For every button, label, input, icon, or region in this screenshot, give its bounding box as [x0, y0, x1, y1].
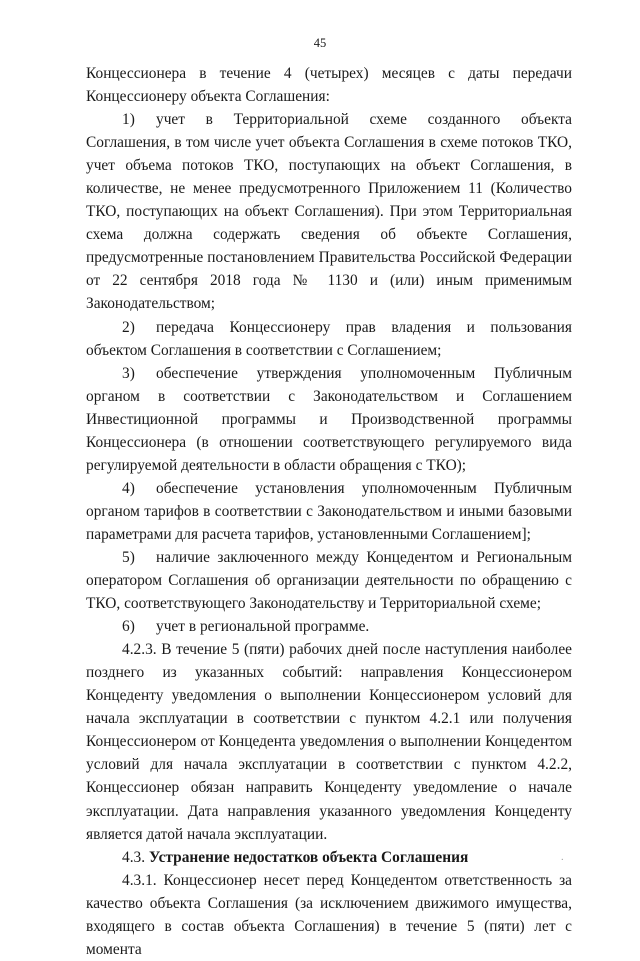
list-item-number: 1)	[122, 111, 135, 129]
list-item-4	[86, 477, 572, 546]
list-item-number: 2)	[122, 318, 135, 336]
list-item-text: учет в региональной программе.	[156, 618, 370, 636]
paragraph-text: Концессионера в течение 4 (четырех) месяцев с даты передачи Концессионеру объекта Соглашения:	[86, 65, 572, 106]
list-item-3	[86, 362, 572, 477]
page-number: 45	[313, 36, 327, 50]
paragraph-text: 4.3.1. Концессионер несет перед Концедентом ответственность за качество объекта Соглашения (за исключением движимого имущества, входящего в состав объекта Соглашения) в течение 5 (пяти) лет с момента	[86, 871, 572, 958]
list-item-number: 3)	[122, 364, 135, 382]
paragraph-text: 4.2.3. В течение 5 (пяти) рабочих дней после наступления наиболее позднего из указанных событий: направления Концессионером Концеденту уведомления о выполнении Концессионером условий для начала эксплуатации в соответствии с пунктом 4.2.1 или получения Концессионером от Концедента уведомления о выполнении Концедентом условий для начала эксплуатации в соответствии с пунктом 4.2.2, Концессионер обязан направить Концеденту уведомление о начале эксплуатации. Дата направления указанного уведомления Концеденту является датой начала эксплуатации.	[86, 641, 572, 843]
paragraph-continuation	[86, 62, 572, 108]
list-item-number: 5)	[122, 548, 135, 566]
section-heading	[86, 846, 572, 869]
clause-4-2-3	[86, 638, 572, 845]
list-item-text: учет в Территориальной схеме созданного объекта Соглашения, в том числе учет объекта Соглашения в схеме потоков ТКО, учет объема потоков ТКО, поступающих на объект Соглашения, в количестве, не менее предусмотренного Приложением 11 (Количество ТКО, поступающих на объект Соглашения). При этом Территориальная схема должна содержать сведения об объекте Соглашения, предусмотренные постановлением Правительства Российской Федерации от 22 сентября 2018 года № 1130 и (или) иным применимым Законодательством;	[86, 111, 572, 313]
scan-speck: ·	[560, 855, 564, 866]
list-item-number: 4)	[122, 479, 135, 497]
list-item-1	[86, 108, 572, 315]
list-item-text: обеспечение установления уполномоченным Публичным органом тарифов в соответствии с Законодательством и иными базовыми параметрами для расчета тарифов, установленными Соглашением];	[86, 479, 572, 543]
list-item-text: наличие заключенного между Концедентом и Региональным оператором Соглашения об организации деятельности по обращению с ТКО, соответствующего Законодательству и Территориальной схеме;	[86, 548, 572, 613]
list-item-text: обеспечение утверждения уполномоченным Публичным органом в соответствии с Законодательством и Соглашением Инвестиционной программы и Производственной программы Концессионера (в отношении соответствующего регулируемого вида регулируемой деятельности в области обращения с ТКО);	[86, 364, 572, 474]
list-item-6	[86, 615, 572, 638]
list-item-5	[86, 546, 572, 615]
list-item-text: передача Концессионеру прав владения и пользования объектом Соглашения в соответствии с Соглашением;	[86, 318, 572, 359]
section-heading-title: Устранение недостатков объекта Соглашения	[148, 848, 469, 866]
document-body	[86, 62, 572, 961]
section-heading-number: 4.3.	[122, 848, 146, 866]
list-item-2	[86, 316, 572, 362]
list-item-number: 6)	[122, 618, 135, 636]
clause-4-3-1	[86, 869, 572, 961]
